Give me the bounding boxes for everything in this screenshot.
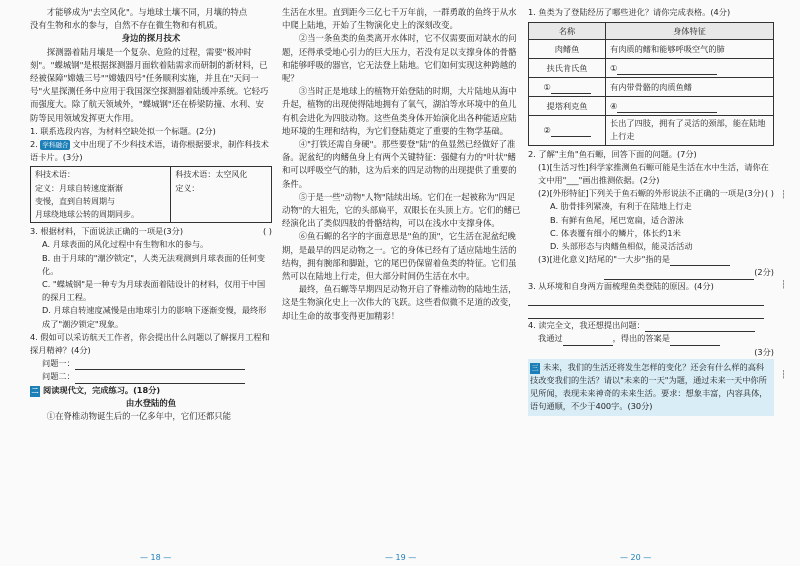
table-cell-name[interactable] bbox=[529, 78, 606, 97]
article-para: ③当时正是地球上的植物开始登陆的时期，大片陆地从海中升起，植物的出现使得陆地拥有了氧气，湖泊等水环境中的鱼儿有机会进化为四肢动物。这些鱼类身体开始演化出各种能适应陆地环境的生理和结构，为它们登陆奠定了重要的生物学基础。 bbox=[282, 86, 517, 136]
table-cell-name: 提塔利克鱼 bbox=[529, 97, 606, 116]
answer-line[interactable] bbox=[528, 309, 764, 319]
question-1: 1. 联系选段内容，为材料空缺处拟一个标题。(2分) bbox=[30, 125, 216, 136]
page-20 bbox=[528, 6, 774, 548]
binding-mark: ┆ bbox=[781, 190, 786, 199]
subject-tag: 学科融合 bbox=[42, 141, 69, 150]
question-2-3 bbox=[528, 253, 774, 266]
subtitle: 身边的探月技术 bbox=[121, 33, 181, 44]
option-b: B. 由于月球的"潮汐锁定"，人类无法观测到月球表面的任何变化。 bbox=[42, 252, 266, 276]
table-row bbox=[529, 97, 774, 116]
card-left-def2: 变慢，直到自转周期与 bbox=[35, 196, 115, 206]
table-header-feature: 身体特征 bbox=[606, 23, 774, 40]
option-d: D. 月球自转速度减慢是由地球引力的影响下逐渐变慢，最终形成了"潮汐锁定"现象。 bbox=[42, 305, 267, 329]
section-number: 三 bbox=[531, 363, 539, 372]
answer-paren[interactable]: ( ) bbox=[263, 226, 272, 237]
question-2: 2. 了解"主角"鱼石螈，回答下面的问题。(7分) bbox=[528, 148, 697, 159]
blank-label: ④ bbox=[610, 100, 618, 111]
table-cell-feature: 有内带骨骼的肉质鱼鳍 bbox=[606, 78, 774, 97]
essay-text: 未来，我们的生活还将发生怎样的变化？还会有什么样的高科技改变我们的生活？请以"未来的一天"为题，通过未来一天中你所见所闻，表现未来神奇的未来生活。要求：想象丰富，内容具体，语句通顺，不少于400字。(30分) bbox=[530, 361, 768, 412]
table-row bbox=[529, 116, 774, 145]
question-3 bbox=[30, 225, 272, 238]
question-3: 3. 从环境和自身两方面梳理鱼类登陆的原因。(4分) bbox=[528, 280, 714, 291]
page-19 bbox=[282, 6, 522, 548]
article-para: ⑥鱼石螈的名字的字面意思是"鱼的顶"，它生活在泥盆纪晚期，是最早的四足动物之一。它的身体已经有了适应陆地生活的结构，拥有腕部和脚趾，它的尾巴仍保留着鱼类的特征。它们虽然可以在陆地上行走，但大部分时间仍生活在水中。 bbox=[282, 231, 517, 282]
table-cell-feature: 长出了四肢，拥有了灵活的颈部，能在陆地上行走 bbox=[606, 116, 774, 145]
table-header-name: 名称 bbox=[529, 23, 606, 40]
answer-line[interactable] bbox=[75, 374, 245, 384]
page-18 bbox=[30, 6, 272, 548]
table-cell-feature[interactable] bbox=[606, 97, 774, 116]
answer-line[interactable] bbox=[670, 336, 720, 346]
page-number-20: — 20 — bbox=[620, 553, 652, 562]
table-cell-feature[interactable] bbox=[606, 59, 774, 78]
question-2-text: 文中出现了不少科技术语，请你根据要求，制作科技术语卡片。(3分) bbox=[30, 139, 269, 163]
card-right-def: 定义： bbox=[175, 183, 200, 193]
answer-line[interactable] bbox=[551, 127, 591, 137]
question-4: 4. 假如可以采访航天工作者，你会提出什么问题以了解探月工程和探月精神？(4分) bbox=[30, 331, 270, 356]
answer-line[interactable] bbox=[563, 336, 613, 346]
blank-label: ② bbox=[543, 124, 551, 135]
blank-label: ① bbox=[543, 81, 551, 92]
table-cell-name: 肉鳍鱼 bbox=[529, 40, 606, 59]
passage-para: 探测器着陆月壤是一个复杂、危险的过程，需要"极冲时刻"。"蝶城钢"是根据探测器月面软着陆需求而研制的新材料，已经被保障"嫦娥三号""嫦娥四号"任务顺利实施，并且在"天问一号"火星探测任务中应用于我国深空探测器着陆缓冲系统。它轻巧而强度大。除了航天领域外，"蝶城钢"还在桥梁防撞、水利、安防等民用领域发挥更大作用。 bbox=[30, 46, 269, 123]
question-4-label-2: 问题二： bbox=[42, 371, 75, 382]
article-para: 生活在水里。直到距今三亿七千万年前，一群勇敢的鱼终于从水中爬上陆地，开始了生物演化史上的深刻改变。 bbox=[282, 7, 517, 31]
answer-line[interactable] bbox=[617, 103, 717, 113]
card-right-term: 科技术语：太空风化 bbox=[175, 170, 248, 180]
question-4 bbox=[528, 319, 774, 332]
card-left-term: 科技术语： bbox=[35, 170, 75, 180]
table-row bbox=[529, 78, 774, 97]
answer-line[interactable] bbox=[617, 65, 717, 75]
card-right[interactable] bbox=[171, 167, 272, 223]
card-left-def1: 定义：月球自转速度渐渐 bbox=[35, 183, 123, 193]
question-2-1: (1)[生活习性]科学家推测鱼石螈可能是生活在水中生活，请你在文中用"___"画出推测依据。(2分) bbox=[538, 161, 769, 186]
article-title: 由水登陆的鱼 bbox=[125, 397, 177, 408]
intro-line-1: 才能够成为"去空风化"。与地球土壤不同，月壤的特点 bbox=[46, 7, 248, 17]
question-4-line-2 bbox=[528, 332, 774, 345]
question-3-text: 3. 根据材料，下面说法正确的一项是(3分) bbox=[30, 226, 184, 237]
answer-line[interactable] bbox=[645, 322, 755, 332]
question-2-3-text: (3)[进化意义]结尾的"一大步"指的是 bbox=[538, 254, 670, 265]
option-c: C. "蝶城钢"是一种专为月球表面着陆设计的材料，仅用于中国的探月工程。 bbox=[42, 279, 266, 303]
answer-line-row[interactable] bbox=[528, 293, 774, 306]
table-cell-name: 扶氏肯氏鱼 bbox=[529, 59, 606, 78]
section-2-title: 阅读现代文，完成练习。(18分) bbox=[43, 384, 161, 395]
option-a: A. 肋骨排列紧凑，有利于在陆地上行走 bbox=[550, 201, 692, 212]
table-cell-feature: 有肉质的鳍和能够呼吸空气的肺 bbox=[606, 40, 774, 59]
section-number: 二 bbox=[31, 386, 39, 395]
article-para: ②当一条鱼类的鱼类离开水体时，它不仅需要面对缺水的问题，还得承受地心引力的巨大压力，若没有足以支撑身体的骨骼和能够呼吸的器官，它无法登上陆地。它们如何实现这种跨越的呢？ bbox=[282, 33, 517, 84]
question-4-line-2[interactable] bbox=[30, 370, 272, 383]
question-2: 2. 学科融合 文中出现了不少科技术语，请你根据要求，制作科技术语卡片。(3分) bbox=[30, 139, 269, 163]
question-2-2 bbox=[528, 187, 774, 200]
essay-prompt bbox=[528, 359, 774, 416]
question-4-label-1: 问题一： bbox=[42, 358, 75, 369]
answer-line[interactable] bbox=[75, 360, 245, 370]
question-2-2-text: (2)[外形特征]下列关于鱼石螈的外形说法不正确的一项是(3分) bbox=[538, 188, 765, 199]
table-row bbox=[529, 59, 774, 78]
answer-line[interactable] bbox=[670, 256, 730, 266]
points-label: (2分) bbox=[754, 267, 774, 278]
question-4-points: (3分) bbox=[754, 346, 774, 357]
answer-paren[interactable]: ( ) bbox=[765, 188, 774, 199]
article-para-1: ①在脊椎动物诞生后的一亿多年中，它们还都只能 bbox=[46, 411, 232, 422]
question-4-label: 我通过 bbox=[538, 333, 563, 344]
article-para: ⑤于是一些"动物"人物"陆续出场。它们在一起被称为"四足动物"的大祖先，它的头部扁平，双眼长在头顶上方。它们的鳍已经演化出了类似四肢的骨骼结构，可以在浅水中支撑身体。 bbox=[282, 191, 521, 229]
article-para: 最终，鱼石螈等早期四足动物开启了脊椎动物的陆地生活，这是生物演化史上一次伟大的飞跃。这些看似微不足道的改变，却让生命的故事变得更加精彩！ bbox=[282, 284, 517, 321]
card-left[interactable] bbox=[31, 167, 171, 223]
answer-line[interactable] bbox=[604, 270, 754, 280]
answer-line[interactable] bbox=[551, 84, 591, 94]
question-2-3-points bbox=[528, 266, 774, 279]
option-c: C. 体表覆有细小的鳞片，体长约1米 bbox=[550, 227, 681, 238]
question-4-text: 4. 读完全文，我还想提出问题： bbox=[528, 320, 645, 331]
intro-line-2: 没有生物和水的参与，自然不存在微生物和有机质。 bbox=[30, 20, 223, 31]
answer-line-row[interactable] bbox=[528, 306, 774, 319]
article-para: ④"打铁还需自身硬"。那些要登"陆"的鱼显然已经做好了准备。泥盆纪的肉鳍鱼身上有两个关键特征：强健有力的"叶状"鳍和可以呼吸空气的肺，这为后来的四足动物的出现提供了重要的条件。 bbox=[282, 139, 517, 189]
page-number-18: — 18 — bbox=[140, 553, 172, 562]
option-b: B. 有鲜有鱼尾，尾巴宽扁，适合游泳 bbox=[550, 214, 684, 225]
question-4-line-1[interactable] bbox=[30, 357, 272, 370]
binding-mark: ┆ bbox=[781, 280, 786, 289]
binding-mark: ┆ bbox=[781, 370, 786, 379]
term-card-table bbox=[30, 166, 272, 223]
evolution-table bbox=[528, 22, 774, 145]
table-row bbox=[529, 40, 774, 59]
section-2-header bbox=[30, 384, 272, 397]
answer-line[interactable] bbox=[528, 296, 764, 306]
option-a: A. 月球表面的风化过程中有生物和水的参与。 bbox=[42, 239, 209, 250]
card-left-def3: 月球绕地球公转的周期同步。 bbox=[35, 210, 139, 220]
question-4-label-2: ，得出的答案是 bbox=[612, 333, 670, 344]
table-cell-name[interactable] bbox=[529, 116, 606, 145]
question-1: 1. 鱼类为了登陆经历了哪些进化？请你完成表格。(4分) bbox=[528, 7, 731, 17]
option-d: D. 头部形态与肉鳍鱼相似，能灵活活动 bbox=[550, 241, 693, 252]
blank-label: ① bbox=[610, 62, 618, 73]
page-number-19: — 19 — bbox=[385, 553, 417, 562]
